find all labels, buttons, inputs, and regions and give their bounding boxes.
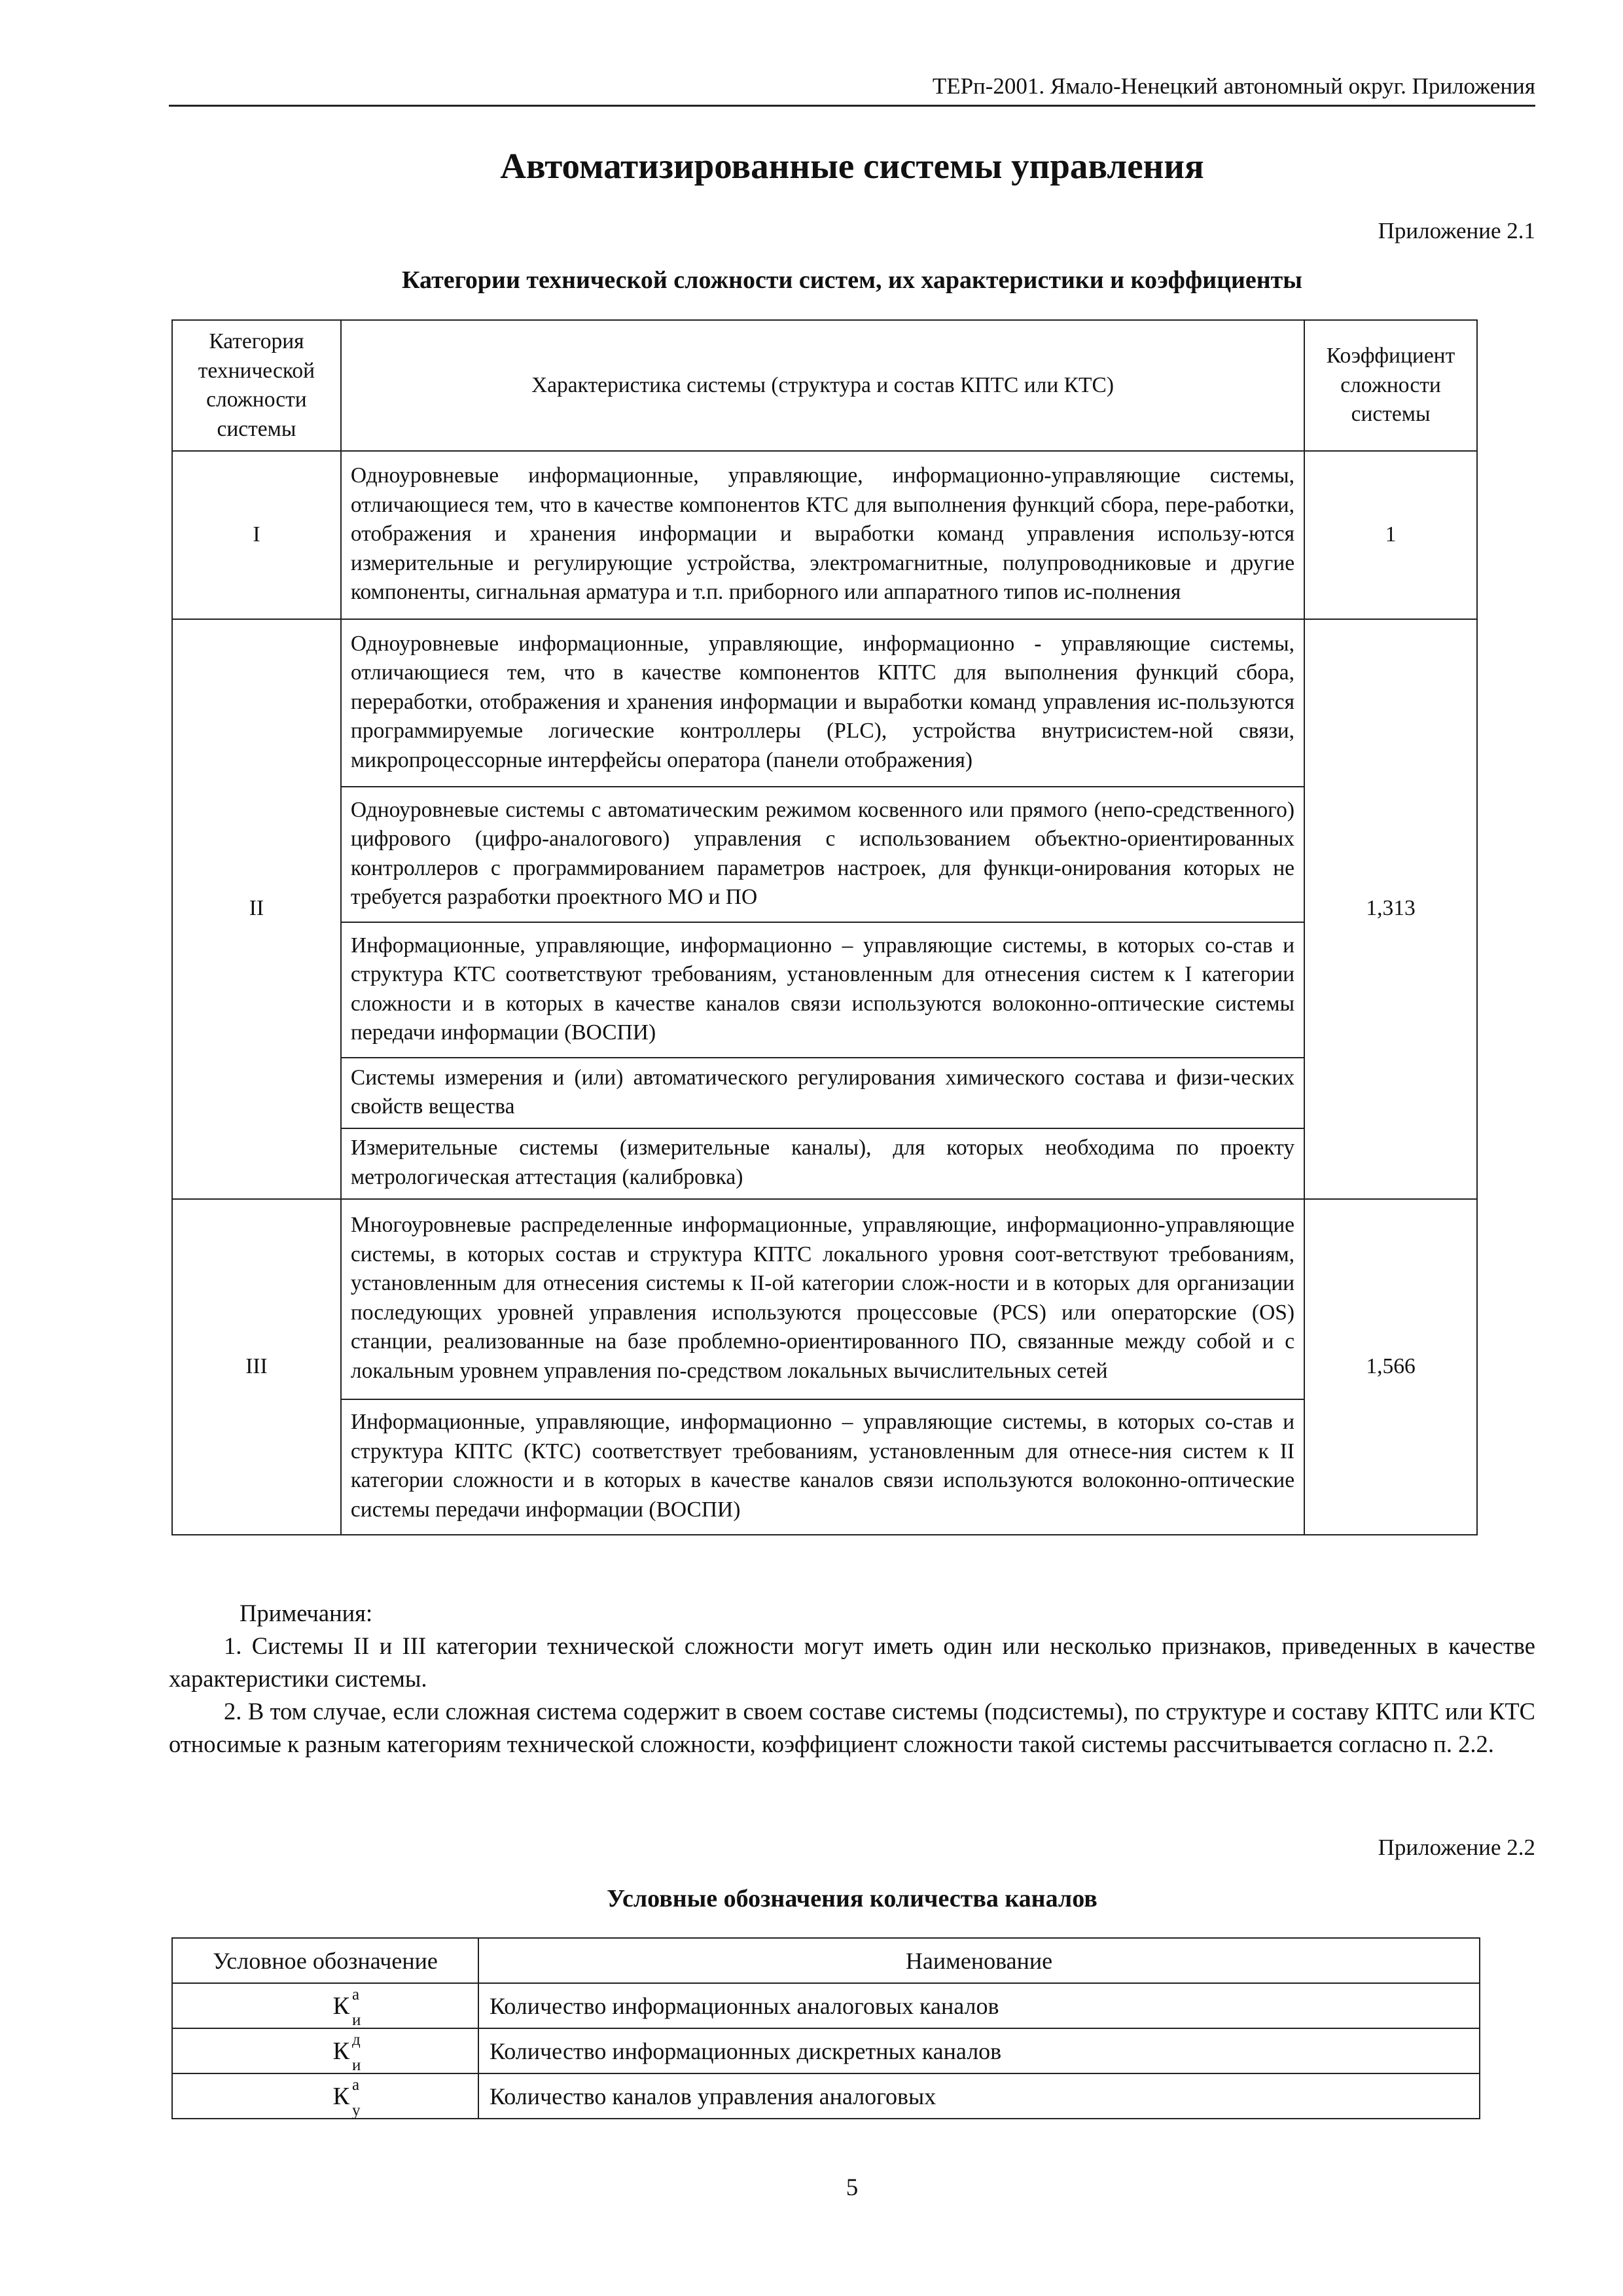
table-row bbox=[172, 1128, 1477, 1199]
table-row bbox=[172, 922, 1477, 1058]
coefficient-cell: 1,313 bbox=[1304, 619, 1477, 1199]
characteristic-cell: Одноуровневые системы с автоматическим режимом косвенного или прямого (непо-средственного) цифрового (цифро-аналогового) управления с использованием объектно-ориентированных контроллеров с программированием параметров настроек, для функци-онирования которых не требуется разработки проектного МО и ПО bbox=[341, 787, 1304, 922]
table-row bbox=[172, 1399, 1477, 1535]
symbol-cell bbox=[172, 2028, 478, 2073]
note-item: 2. В том случае, если сложная система содержит в своем составе системы (подсистемы), по структуре и составу КПТС или КТС относимые к разным категориям технической сложности, коэффициент сложности такой системы рассчитывается согласно п. 2.2. bbox=[169, 1698, 1535, 1757]
page-number: 5 bbox=[846, 2174, 859, 2201]
symbol-subscript: и bbox=[352, 2011, 361, 2029]
channel-symbol bbox=[332, 1985, 361, 2029]
header-name: Наименование bbox=[478, 1938, 1480, 1983]
table-row bbox=[172, 1058, 1477, 1128]
channel-symbol bbox=[332, 2075, 361, 2119]
characteristic-cell: Измерительные системы (измерительные каналы), для которых необходима по проекту метрологическая аттестация (калибровка) bbox=[341, 1128, 1304, 1199]
symbol-cell bbox=[172, 2073, 478, 2119]
category-cell: I bbox=[172, 451, 341, 619]
characteristic-cell: Системы измерения и (или) автоматического регулирования химического состава и физи-ческих свойств вещества bbox=[341, 1058, 1304, 1128]
table-header-row bbox=[172, 320, 1477, 451]
table-row bbox=[172, 787, 1477, 922]
table-row bbox=[172, 1199, 1477, 1399]
appendix-2-2-table-title: Условные обозначения количества каналов bbox=[607, 1885, 1097, 1912]
table-row bbox=[172, 2073, 1480, 2119]
characteristic-cell: Информационные, управляющие, информационно – управляющие системы, в которых со-став и структура КПТС (КТС) соответствует требованиям, установленным для отнесе-ния систем к II категории сложности и в которых в качестве каналов связи используются волоконно-оптические системы передачи информации (ВОСПИ) bbox=[341, 1399, 1304, 1535]
header-symbol: Условное обозначение bbox=[172, 1938, 478, 1983]
symbol-superscript: а bbox=[352, 1985, 360, 2003]
header-coefficient: Коэффициент сложности системы bbox=[1304, 320, 1477, 451]
channel-symbols-table bbox=[171, 1937, 1480, 2119]
characteristic-cell: Информационные, управляющие, информационно – управляющие системы, в которых со-став и структура КТС соответствуют требованиям, установленным для отнесения систем к I категории сложности и в которых в качестве каналов связи используются волоконно-оптические системы передачи информации (ВОСПИ) bbox=[341, 922, 1304, 1058]
category-cell: II bbox=[172, 619, 341, 1199]
coefficient-cell: 1 bbox=[1304, 451, 1477, 619]
symbol-base: К bbox=[332, 2037, 349, 2065]
table-header-row bbox=[172, 1938, 1480, 1983]
appendix-2-1-label: Приложение 2.1 bbox=[1378, 218, 1535, 243]
symbol-subscript: у bbox=[352, 2101, 361, 2119]
category-cell: III bbox=[172, 1199, 341, 1535]
characteristic-cell: Одноуровневые информационные, управляющие, информационно - управляющие системы, отличающиеся тем, что в качестве компонентов КПТС для выполнения функций сбора, переработки, отображения и хранения информации и выработки команд управления ис-пользуются программируемые логические контроллеры (PLC), устройства внутрисистем-ной связи, микропроцессорные интерфейсы оператора (панели отображения) bbox=[341, 619, 1304, 787]
table-row bbox=[172, 451, 1477, 619]
table-row bbox=[172, 2028, 1480, 2073]
characteristic-cell: Одноуровневые информационные, управляющие, информационно-управляющие системы, отличающиеся тем, что в качестве компонентов КТС для выполнения функций сбора, пере-работки, отображения и хранения информации и выработки команд управления использу-ются измерительные и регулирующие устройства, электромагнитные, полупроводниковые и другие компоненты, сигнальная арматура и т.п. приборного или аппаратного типов ис-полнения bbox=[341, 451, 1304, 619]
appendix-2-1-table-title: Категории технической сложности систем, их характеристики и коэффициенты bbox=[402, 266, 1302, 294]
appendix-2-2-label: Приложение 2.2 bbox=[1378, 1835, 1535, 1860]
symbol-base: К bbox=[332, 1992, 349, 2020]
channel-symbol bbox=[332, 2030, 361, 2074]
symbol-cell bbox=[172, 1983, 478, 2028]
header-characteristic: Характеристика системы (структура и состав КПТС или КТС) bbox=[341, 320, 1304, 451]
running-header: ТЕРп-2001. Ямало-Ненецкий автономный округ. Приложения bbox=[169, 71, 1535, 107]
coefficient-cell: 1,566 bbox=[1304, 1199, 1477, 1535]
table-row bbox=[172, 619, 1477, 787]
notes-section bbox=[169, 1597, 1535, 1761]
symbol-superscript: д bbox=[352, 2030, 361, 2049]
table-row bbox=[172, 1983, 1480, 2028]
note-item: 1. Системы II и III категории технической сложности могут иметь один или несколько признаков, приведенных в качестве характеристики системы. bbox=[169, 1632, 1535, 1692]
header-category: Категория технической сложности системы bbox=[172, 320, 341, 451]
notes-heading: Примечания: bbox=[240, 1600, 373, 1626]
symbol-superscript: а bbox=[352, 2075, 360, 2094]
page-title: Автоматизированные системы управления bbox=[500, 146, 1204, 186]
name-cell: Количество информационных дискретных каналов bbox=[478, 2028, 1480, 2073]
characteristic-cell: Многоуровневые распределенные информационные, управляющие, информационно-управляющие системы, в которых состав и структура КПТС локального уровня соот-ветствуют требованиям, установленным для отнесения системы к II-ой категории слож-ности и в которых для организации последующих уровней управления используются процессовые (PCS) или операторские (OS) станции, реализованные на базе проблемно-ориентированного ПО, связанные между собой и с локальным уровнем управления по-средством локальных вычислительных сетей bbox=[341, 1199, 1304, 1399]
symbol-subscript: и bbox=[352, 2056, 361, 2074]
symbol-base: К bbox=[332, 2082, 349, 2110]
name-cell: Количество каналов управления аналоговых bbox=[478, 2073, 1480, 2119]
complexity-categories-table bbox=[171, 319, 1478, 1535]
name-cell: Количество информационных аналоговых каналов bbox=[478, 1983, 1480, 2028]
